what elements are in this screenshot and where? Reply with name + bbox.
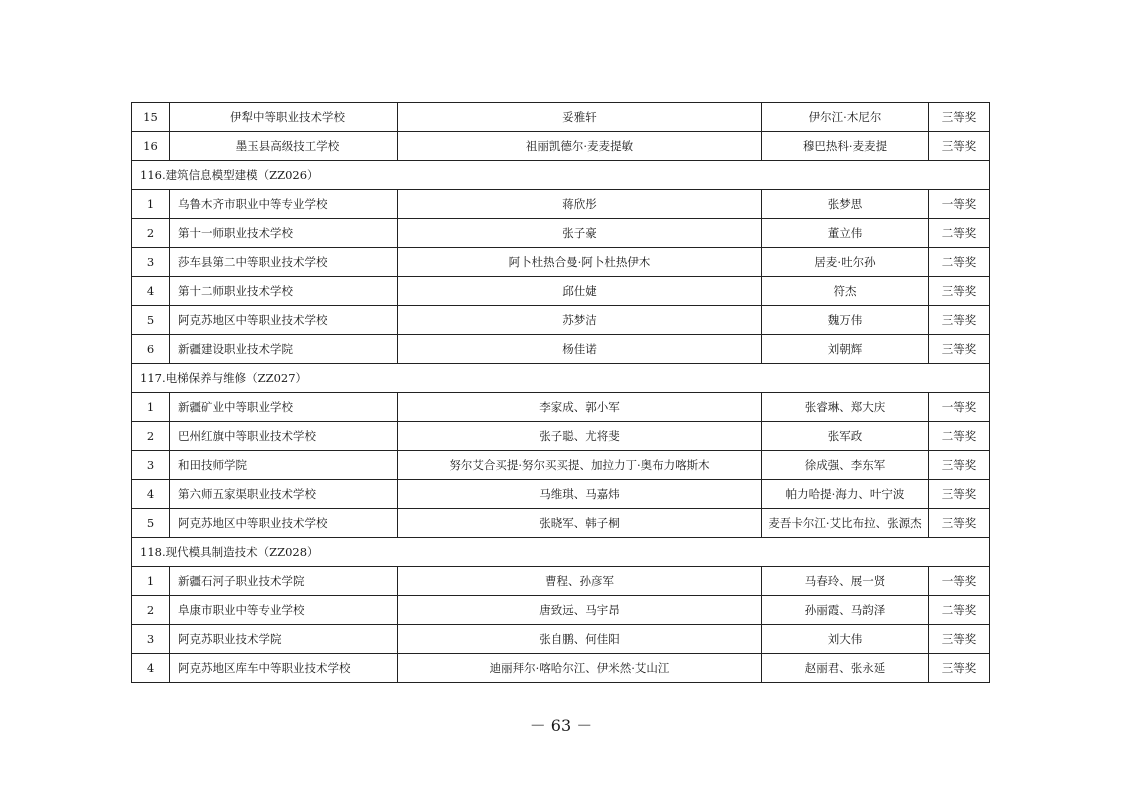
school-name: 新疆矿业中等职业学校	[170, 393, 398, 422]
school-name: 第十二师职业技术学校	[170, 277, 398, 306]
student-names: 张子聪、尤将斐	[398, 422, 762, 451]
student-names: 迪丽拜尔·喀哈尔江、伊米然·艾山江	[398, 654, 762, 683]
section-header-row	[132, 538, 990, 567]
school-name: 巴州红旗中等职业技术学校	[170, 422, 398, 451]
table-row	[132, 132, 990, 161]
row-number: 2	[132, 596, 170, 625]
award-level: 三等奖	[929, 277, 990, 306]
table-row	[132, 277, 990, 306]
student-names: 祖丽凯德尔·麦麦提敏	[398, 132, 762, 161]
award-level: 三等奖	[929, 509, 990, 538]
row-number: 3	[132, 451, 170, 480]
teacher-names: 麦吾卡尔江·艾比布拉、张源杰	[762, 509, 929, 538]
student-names: 张晓军、韩子桐	[398, 509, 762, 538]
student-names: 唐致远、马宇昂	[398, 596, 762, 625]
student-names: 邱仕婕	[398, 277, 762, 306]
award-level: 三等奖	[929, 654, 990, 683]
school-name: 新疆石河子职业技术学院	[170, 567, 398, 596]
row-number: 3	[132, 248, 170, 277]
page-number: － 63 －	[529, 716, 593, 735]
award-level: 一等奖	[929, 567, 990, 596]
student-names: 张自鹏、何佳阳	[398, 625, 762, 654]
row-number: 5	[132, 306, 170, 335]
row-number: 6	[132, 335, 170, 364]
school-name: 阿克苏职业技术学院	[170, 625, 398, 654]
table-row	[132, 190, 990, 219]
award-level: 三等奖	[929, 132, 990, 161]
school-name: 阿克苏地区库车中等职业技术学校	[170, 654, 398, 683]
table-row	[132, 248, 990, 277]
table-row	[132, 393, 990, 422]
school-name: 乌鲁木齐市职业中等专业学校	[170, 190, 398, 219]
table-row	[132, 567, 990, 596]
row-number: 4	[132, 654, 170, 683]
table-row	[132, 509, 990, 538]
student-names: 杨佳诺	[398, 335, 762, 364]
teacher-names: 穆巴热科·麦麦提	[762, 132, 929, 161]
row-number: 1	[132, 567, 170, 596]
award-level: 一等奖	[929, 393, 990, 422]
section-header-row	[132, 161, 990, 190]
award-level: 三等奖	[929, 306, 990, 335]
row-number: 1	[132, 393, 170, 422]
awards-table	[131, 102, 990, 683]
student-names: 阿卜杜热合曼·阿卜杜热伊木	[398, 248, 762, 277]
student-names: 妥雅轩	[398, 103, 762, 132]
row-number: 2	[132, 422, 170, 451]
teacher-names: 刘大伟	[762, 625, 929, 654]
award-level: 三等奖	[929, 103, 990, 132]
teacher-names: 伊尔江·木尼尔	[762, 103, 929, 132]
table-row	[132, 422, 990, 451]
row-number: 2	[132, 219, 170, 248]
table-row	[132, 219, 990, 248]
student-names: 曹程、孙彦军	[398, 567, 762, 596]
student-names: 努尔艾合买提·努尔买买提、加拉力丁·奥布力喀斯木	[398, 451, 762, 480]
award-level: 三等奖	[929, 480, 990, 509]
section-title: 117.电梯保养与维修（ZZ027）	[132, 364, 990, 393]
section-title: 116.建筑信息模型建模（ZZ026）	[132, 161, 990, 190]
award-level: 三等奖	[929, 335, 990, 364]
awards-table-body	[132, 103, 990, 683]
teacher-names: 符杰	[762, 277, 929, 306]
table-row	[132, 306, 990, 335]
teacher-names: 董立伟	[762, 219, 929, 248]
school-name: 阿克苏地区中等职业技术学校	[170, 306, 398, 335]
award-level: 二等奖	[929, 422, 990, 451]
teacher-names: 孙丽霞、马韵泽	[762, 596, 929, 625]
teacher-names: 刘朝辉	[762, 335, 929, 364]
award-level: 二等奖	[929, 219, 990, 248]
table-row	[132, 596, 990, 625]
student-names: 李家成、郭小军	[398, 393, 762, 422]
row-number: 15	[132, 103, 170, 132]
student-names: 张子豪	[398, 219, 762, 248]
table-row	[132, 335, 990, 364]
student-names: 马维琪、马嘉炜	[398, 480, 762, 509]
row-number: 4	[132, 277, 170, 306]
teacher-names: 魏万伟	[762, 306, 929, 335]
teacher-names: 马春玲、展一贤	[762, 567, 929, 596]
student-names: 蒋欣彤	[398, 190, 762, 219]
school-name: 第十一师职业技术学校	[170, 219, 398, 248]
row-number: 1	[132, 190, 170, 219]
table-row	[132, 625, 990, 654]
award-level: 二等奖	[929, 248, 990, 277]
award-level: 一等奖	[929, 190, 990, 219]
table-row	[132, 103, 990, 132]
school-name: 墨玉县高级技工学校	[170, 132, 398, 161]
teacher-names: 居麦·吐尔孙	[762, 248, 929, 277]
table-row	[132, 480, 990, 509]
teacher-names: 张军政	[762, 422, 929, 451]
award-level: 三等奖	[929, 625, 990, 654]
table-row	[132, 654, 990, 683]
school-name: 阿克苏地区中等职业技术学校	[170, 509, 398, 538]
student-names: 苏梦洁	[398, 306, 762, 335]
teacher-names: 张睿琳、郑大庆	[762, 393, 929, 422]
award-level: 三等奖	[929, 451, 990, 480]
teacher-names: 赵丽君、张永延	[762, 654, 929, 683]
teacher-names: 张梦思	[762, 190, 929, 219]
table-row	[132, 451, 990, 480]
school-name: 阜康市职业中等专业学校	[170, 596, 398, 625]
row-number: 16	[132, 132, 170, 161]
school-name: 莎车县第二中等职业技术学校	[170, 248, 398, 277]
row-number: 4	[132, 480, 170, 509]
school-name: 新疆建设职业技术学院	[170, 335, 398, 364]
row-number: 3	[132, 625, 170, 654]
school-name: 第六师五家渠职业技术学校	[170, 480, 398, 509]
teacher-names: 徐成强、李东军	[762, 451, 929, 480]
school-name: 伊犁中等职业技术学校	[170, 103, 398, 132]
school-name: 和田技师学院	[170, 451, 398, 480]
teacher-names: 帕力哈提·海力、叶宁波	[762, 480, 929, 509]
section-title: 118.现代模具制造技术（ZZ028）	[132, 538, 990, 567]
row-number: 5	[132, 509, 170, 538]
section-header-row	[132, 364, 990, 393]
award-level: 二等奖	[929, 596, 990, 625]
